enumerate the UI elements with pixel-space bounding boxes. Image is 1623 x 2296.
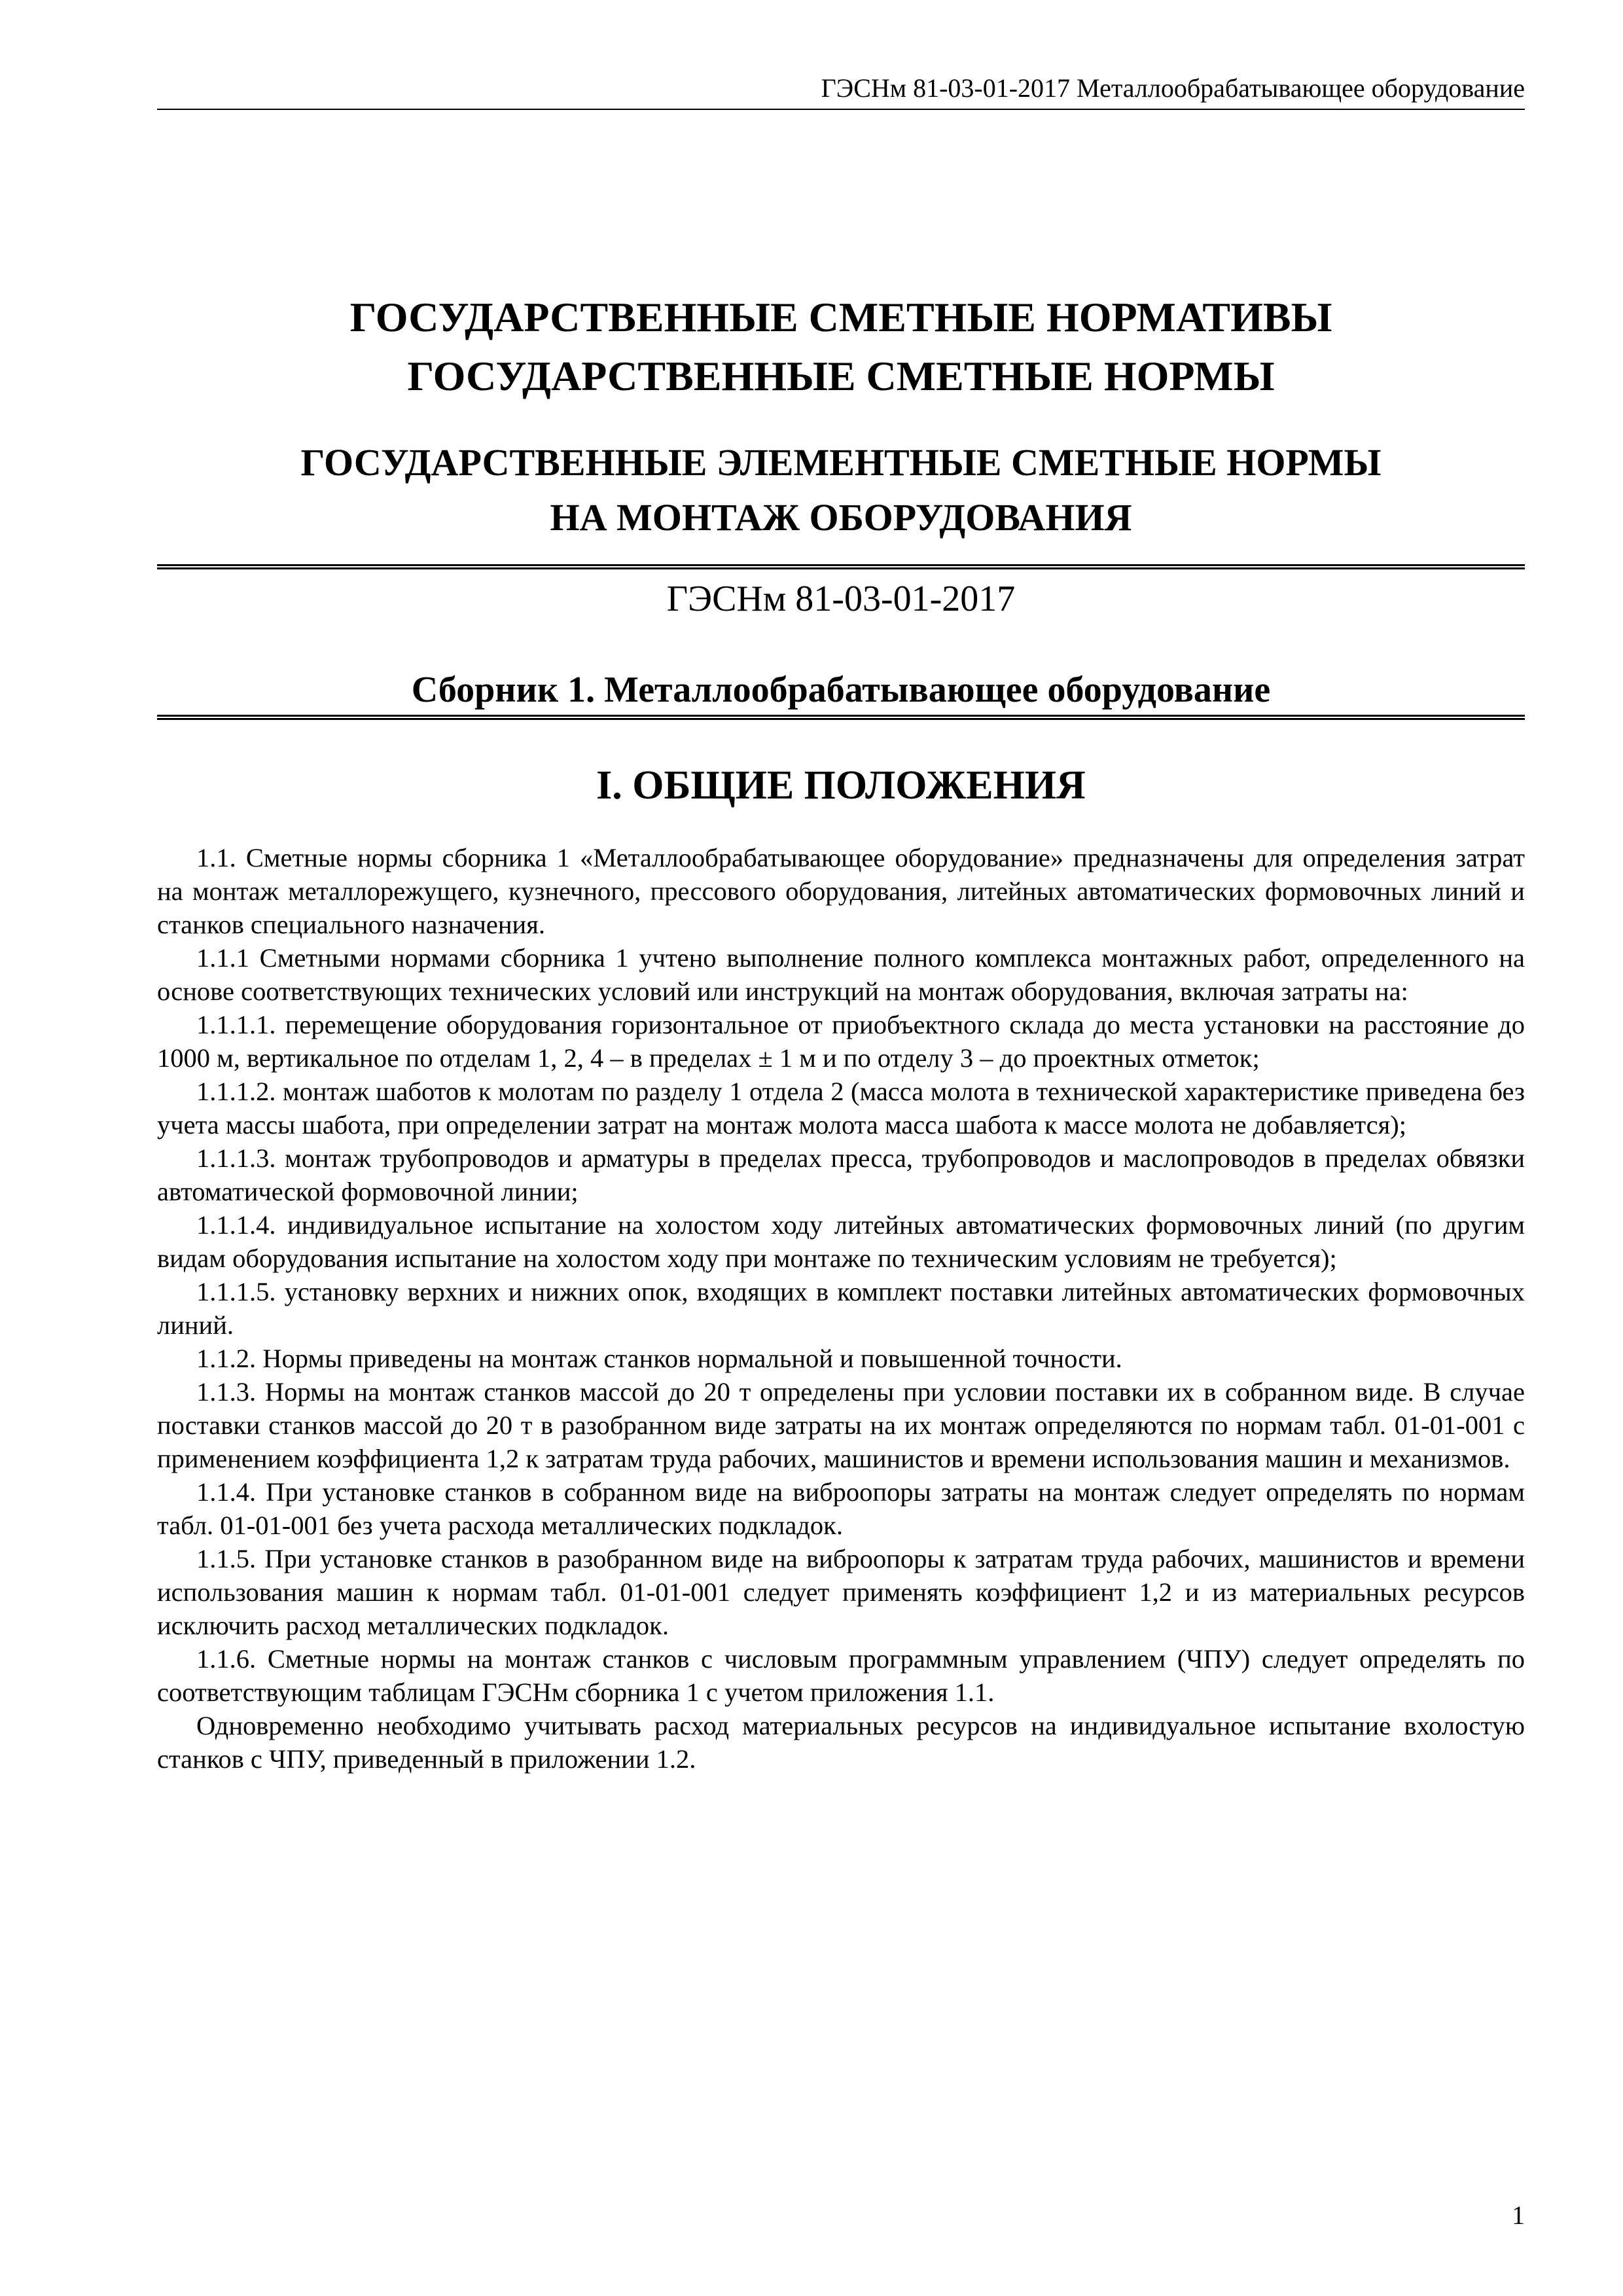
page-number: 1 [1512,2200,1525,2230]
double-rule-bottom [157,715,1525,720]
paragraph-1-1-2: 1.1.2. Нормы приведены на монтаж станков нормальной и повышенной точности. [196,1344,1122,1373]
collection-title: Сборник 1. Металлообрабатывающее оборудование [411,670,1271,710]
paragraph-1-1-1-2: 1.1.1.2. монтаж шаботов к молотам по разделу 1 отдела 2 (масса молота в технической характеристике приведена без учета массы шабота, при определении затрат на монтаж молота масса шабота к массе молота не добавляется); [157,1077,1525,1139]
paragraph-cnc-materials: Одновременно необходимо учитывать расход материальных ресурсов на индивидуальное испытание вхолостую станков с ЧПУ, приведенный в приложении 1.2. [157,1711,1525,1774]
paragraph-1-1-6: 1.1.6. Сметные нормы на монтаж станков с числовым программным управлением (ЧПУ) следует определять по соответствующим таблицам ГЭСНм сборника 1 с учетом приложения 1.1. [157,1644,1525,1707]
double-rule-top [157,564,1525,569]
header-rule [157,109,1525,110]
paragraph-1-1-3: 1.1.3. Нормы на монтаж станков массой до 20 т определены при условии поставки их в собранном виде. В случае поставки станков массой до 20 т в разобранном виде затраты на их монтаж определяются по нормам табл. 01-01-001 с применением коэффициента 1,2 к затратам труда рабочих, машинистов и времени использования машин и механизмов. [157,1377,1525,1473]
subtitle-line-2: НА МОНТАЖ ОБОРУДОВАНИЯ [550,496,1132,539]
paragraph-1-1-1-5: 1.1.1.5. установку верхних и нижних опок, входящих в комплект поставки литейных автоматических формовочных линий. [157,1277,1525,1340]
paragraph-1-1-1: 1.1.1 Сметными нормами сборника 1 учтено выполнение полного комплекса монтажных работ, определенного на основе соответствующих технических условий или инструкций на монтаж оборудования, включая затраты на: [157,943,1525,1006]
main-title-line-2: ГОСУДАРСТВЕННЫЕ СМЕТНЫЕ НОРМЫ [407,353,1275,399]
paragraph-1-1-5: 1.1.5. При установке станков в разобранном виде на виброопоры к затратам труда рабочих, машинистов и времени использования машин к нормам табл. 01-01-001 следует применять коэффициент 1,2 и из материальных ресурсов исключить расход металлических подкладок. [157,1544,1525,1640]
paragraph-1-1-4: 1.1.4. При установке станков в собранном виде на виброопоры затраты на монтаж следует определять по нормам табл. 01-01-001 без учета расхода металлических подкладок. [157,1477,1525,1540]
paragraph-1-1-1-1: 1.1.1.1. перемещение оборудования горизонтальное от приобъектного склада до места установки на расстояние до 1000 м, вертикальное по отделам 1, 2, 4 – в пределах ± 1 м и по отделу 3 – до проектных отметок; [157,1010,1525,1073]
paragraph-1-1: 1.1. Сметные нормы сборника 1 «Металлообрабатывающее оборудование» предназначены для определения затрат на монтаж металлорежущего, кузнечного, прессового оборудования, литейных автоматических формовочных линий и станков специального назначения. [157,843,1525,939]
document-code: ГЭСНм 81-03-01-2017 [666,579,1016,619]
main-title-line-1: ГОСУДАРСТВЕННЫЕ СМЕТНЫЕ НОРМАТИВЫ [349,294,1332,340]
running-header: ГЭСНм 81-03-01-2017 Металлообрабатывающее оборудование [821,73,1525,103]
paragraph-1-1-1-3: 1.1.1.3. монтаж трубопроводов и арматуры в пределах пресса, трубопроводов и маслопроводов в пределах обвязки автоматической формовочной линии; [157,1143,1525,1206]
body-text [157,841,1525,1776]
subtitle [157,435,1525,545]
main-title [157,288,1525,406]
subtitle-line-1: ГОСУДАРСТВЕННЫЕ ЭЛЕМЕНТНЫЕ СМЕТНЫЕ НОРМЫ [300,441,1382,484]
paragraph-1-1-1-4: 1.1.1.4. индивидуальное испытание на холостом ходу литейных автоматических формовочных линий (по другим видам оборудования испытание на холостом ходу при монтаже по техническим условиям не требуется); [157,1210,1525,1273]
section-heading: I. ОБЩИЕ ПОЛОЖЕНИЯ [596,763,1086,808]
